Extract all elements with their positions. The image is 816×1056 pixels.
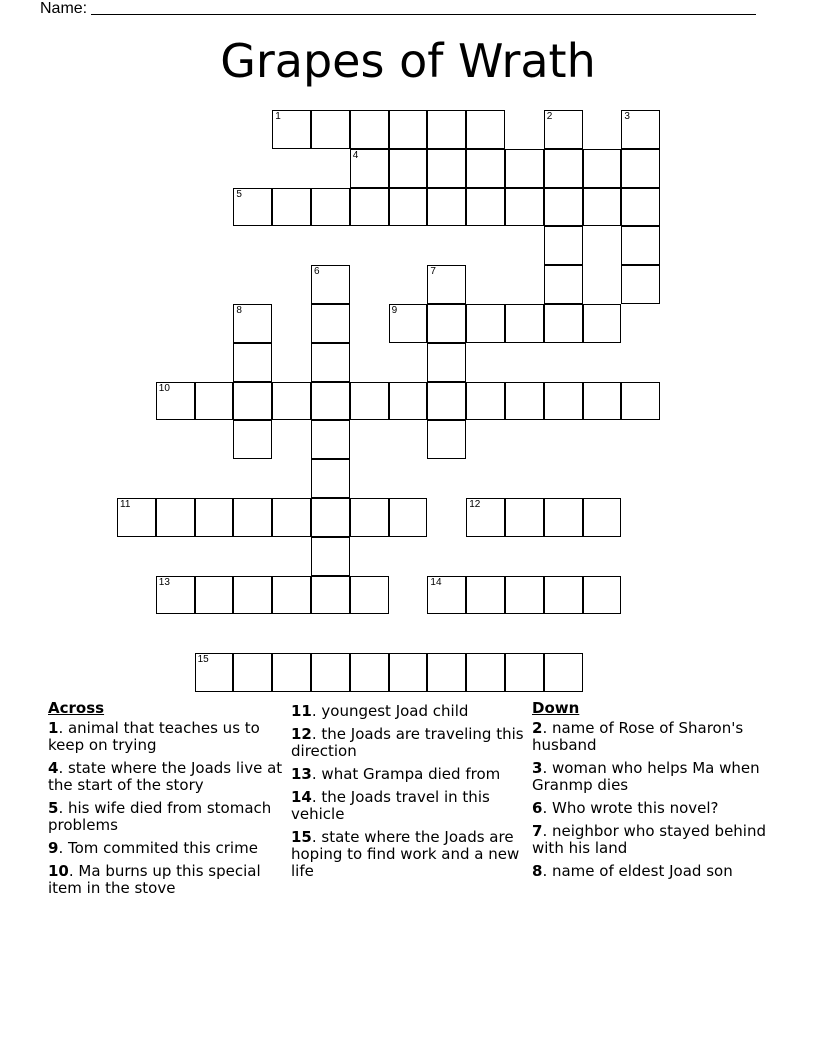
clue-across-10: 10. Ma burns up this special item in the stove: [48, 862, 261, 897]
grid-cell[interactable]: [233, 576, 272, 615]
cell-number: 14: [430, 576, 442, 588]
name-label: Name:: [40, 0, 88, 17]
grid-cell[interactable]: [466, 382, 505, 421]
grid-cell[interactable]: [156, 498, 195, 537]
grid-cell[interactable]: [427, 420, 466, 459]
grid-cell[interactable]: [350, 382, 389, 421]
grid-cell[interactable]: [195, 576, 234, 615]
grid-cell[interactable]: [311, 343, 350, 382]
clue-number: 11: [291, 702, 312, 720]
grid-cell[interactable]: [544, 653, 583, 692]
cell-number: 8: [236, 305, 242, 316]
grid-cell[interactable]: [466, 576, 505, 615]
grid-cell[interactable]: [505, 653, 544, 692]
grid-cell[interactable]: [466, 149, 505, 188]
grid-cell[interactable]: [389, 653, 428, 692]
clue-text: Tom commited this crime: [67, 839, 258, 857]
clue-across-13: 13. what Grampa died from: [291, 765, 501, 783]
clue-number: 9: [48, 839, 59, 857]
grid-cell[interactable]: [427, 576, 466, 615]
cell-number: 5: [236, 188, 242, 200]
clue-text: state where the Joads are hoping to find work and a new life: [291, 828, 520, 880]
grid-cell[interactable]: [272, 576, 311, 615]
grid-cell[interactable]: [621, 265, 660, 304]
grid-cell[interactable]: [466, 304, 505, 343]
grid-cell[interactable]: [233, 653, 272, 692]
grid-cell[interactable]: [621, 188, 660, 227]
grid-cell[interactable]: [311, 498, 350, 537]
clue-number: 1: [48, 719, 59, 737]
down-clues: [532, 700, 767, 886]
grid-cell[interactable]: [621, 226, 660, 265]
clue-down-3: 3. woman who helps Ma when Granmp dies: [532, 759, 760, 794]
grid-cell[interactable]: [621, 110, 660, 149]
across-clues-col2: [291, 703, 526, 886]
grid-cell[interactable]: [272, 382, 311, 421]
clue-text: state where the Joads live at the start of the story: [48, 759, 283, 794]
clue-number: 2: [532, 719, 543, 737]
grid-cell[interactable]: [505, 304, 544, 343]
cell-number: 4: [352, 149, 359, 161]
grid-cell[interactable]: [233, 188, 272, 227]
grid-cell[interactable]: [505, 382, 544, 421]
grid-cell[interactable]: [195, 498, 234, 537]
clue-number: 7: [532, 822, 543, 840]
grid-cell[interactable]: [544, 576, 583, 615]
grid-cell[interactable]: [427, 110, 466, 149]
cell-number: 13: [158, 576, 170, 588]
grid-cell[interactable]: [427, 149, 466, 188]
clue-number: 4: [48, 759, 59, 777]
cell-number: 9: [391, 305, 398, 316]
grid-cell[interactable]: [583, 149, 622, 188]
cell-number: 10: [158, 382, 170, 394]
grid-cell[interactable]: [583, 498, 622, 537]
grid-cell[interactable]: [156, 382, 195, 421]
grid-cell[interactable]: [233, 498, 272, 537]
clue-across-1: 1. animal that teaches us to keep on trying: [48, 719, 260, 754]
grid-cell[interactable]: [466, 188, 505, 227]
clue-text: what Grampa died from: [321, 765, 501, 783]
grid-cell[interactable]: [505, 576, 544, 615]
grid-cell[interactable]: [544, 110, 583, 149]
name-line[interactable]: [91, 0, 756, 15]
clue-down-2: 2. name of Rose of Sharon's husband: [532, 719, 744, 754]
grid-cell[interactable]: [544, 498, 583, 537]
grid-cell[interactable]: [156, 576, 195, 615]
grid-cell[interactable]: [466, 653, 505, 692]
grid-cell[interactable]: [544, 265, 583, 304]
grid-cell[interactable]: [544, 149, 583, 188]
clue-across-9: 9. Tom commited this crime: [48, 839, 258, 857]
grid-cell[interactable]: [544, 226, 583, 265]
clue-number: 3: [532, 759, 543, 777]
across-heading: Across: [48, 699, 105, 717]
grid-cell[interactable]: [311, 188, 350, 227]
grid-cell[interactable]: [544, 188, 583, 227]
grid-cell[interactable]: [466, 498, 505, 537]
clue-across-11: 11. youngest Joad child: [291, 702, 469, 720]
grid-cell[interactable]: [233, 343, 272, 382]
clue-number: 13: [291, 765, 312, 783]
grid-cell[interactable]: [311, 110, 350, 149]
cell-number: 2: [546, 111, 553, 122]
grid-cell[interactable]: [389, 382, 428, 421]
clue-number: 12: [291, 725, 312, 743]
clue-number: 5: [48, 799, 59, 817]
clue-text: the Joads are traveling this direction: [291, 725, 524, 760]
grid-cell[interactable]: [583, 188, 622, 227]
clue-text: his wife died from stomach problems: [48, 799, 272, 834]
clue-number: 6: [532, 799, 543, 817]
clue-down-6: 6. Who wrote this novel?: [532, 799, 719, 817]
grid-cell[interactable]: [311, 382, 350, 421]
grid-cell[interactable]: [311, 653, 350, 692]
clue-number: 8: [532, 862, 543, 880]
down-heading: Down: [532, 699, 580, 717]
cell-number: 7: [430, 266, 436, 278]
grid-cell[interactable]: [389, 498, 428, 537]
grid-cell[interactable]: [427, 653, 466, 692]
grid-cell[interactable]: [311, 537, 350, 576]
clue-across-14: 14. the Joads travel in this vehicle: [291, 788, 490, 823]
grid-cell[interactable]: [350, 576, 389, 615]
grid-cell[interactable]: [389, 149, 428, 188]
grid-cell[interactable]: [466, 110, 505, 149]
grid-cell[interactable]: [195, 382, 234, 421]
clue-text: animal that teaches us to keep on trying: [48, 719, 260, 754]
grid-cell[interactable]: [233, 304, 272, 343]
grid-cell[interactable]: [350, 149, 389, 188]
clue-text: name of eldest Joad son: [551, 862, 733, 880]
page-title: Grapes of Wrath: [220, 34, 596, 88]
grid-cell[interactable]: [272, 498, 311, 537]
grid-cell[interactable]: [427, 382, 466, 421]
grid-cell[interactable]: [389, 188, 428, 227]
clue-across-15: 15. state where the Joads are hoping to find work and a new life: [291, 828, 520, 880]
grid-cell[interactable]: [427, 265, 466, 304]
grid-cell[interactable]: [427, 343, 466, 382]
grid-cell[interactable]: [544, 382, 583, 421]
grid-cell[interactable]: [583, 576, 622, 615]
grid-cell[interactable]: [272, 110, 311, 149]
grid-cell[interactable]: [272, 188, 311, 227]
clue-text: woman who helps Ma when Granmp dies: [532, 759, 760, 794]
cell-number: 15: [197, 654, 209, 666]
clue-number: 14: [291, 788, 312, 806]
clue-text: name of Rose of Sharon's husband: [532, 719, 744, 754]
grid-cell[interactable]: [389, 304, 428, 343]
grid-cell[interactable]: [583, 304, 622, 343]
grid-cell[interactable]: [350, 110, 389, 149]
grid-cell[interactable]: [389, 110, 428, 149]
clue-text: youngest Joad child: [321, 702, 469, 720]
grid-cell[interactable]: [350, 188, 389, 227]
name-field[interactable]: [40, 0, 756, 18]
grid-cell[interactable]: [311, 304, 350, 343]
grid-cell[interactable]: [311, 265, 350, 304]
grid-cell[interactable]: [505, 188, 544, 227]
clue-text: Ma burns up this special item in the stove: [48, 862, 261, 897]
grid-cell[interactable]: [350, 498, 389, 537]
cell-number: 1: [275, 111, 281, 122]
across-clues-col1: [48, 700, 283, 903]
clue-across-5: 5. his wife died from stomach problems: [48, 799, 272, 834]
grid-cell[interactable]: [505, 498, 544, 537]
grid-cell[interactable]: [311, 459, 350, 498]
grid-cell[interactable]: [427, 188, 466, 227]
cell-number: 11: [120, 499, 131, 510]
clue-across-4: 4. state where the Joads live at the start of the story: [48, 759, 283, 794]
grid-cell[interactable]: [350, 653, 389, 692]
cell-number: 6: [314, 266, 320, 278]
cell-number: 12: [469, 499, 481, 510]
grid-cell[interactable]: [583, 382, 622, 421]
clue-text: the Joads travel in this vehicle: [291, 788, 490, 823]
clue-text: neighbor who stayed behind with his land: [532, 822, 767, 857]
grid-cell[interactable]: [311, 576, 350, 615]
clue-number: 15: [291, 828, 312, 846]
grid-cell[interactable]: [117, 498, 156, 537]
grid-cell[interactable]: [621, 382, 660, 421]
grid-cell[interactable]: [311, 420, 350, 459]
clue-down-8: 8. name of eldest Joad son: [532, 862, 733, 880]
grid-cell[interactable]: [621, 149, 660, 188]
grid-cell[interactable]: [272, 653, 311, 692]
cell-number: 3: [624, 111, 630, 122]
grid-cell[interactable]: [233, 420, 272, 459]
clue-down-7: 7. neighbor who stayed behind with his land: [532, 822, 767, 857]
clue-text: Who wrote this novel?: [551, 799, 719, 817]
grid-cell[interactable]: [505, 149, 544, 188]
grid-cell[interactable]: [427, 304, 466, 343]
grid-cell[interactable]: [233, 382, 272, 421]
clue-number: 10: [48, 862, 69, 880]
grid-cell[interactable]: [544, 304, 583, 343]
grid-cell[interactable]: [195, 653, 234, 692]
clue-across-12: 12. the Joads are traveling this direction: [291, 725, 524, 760]
